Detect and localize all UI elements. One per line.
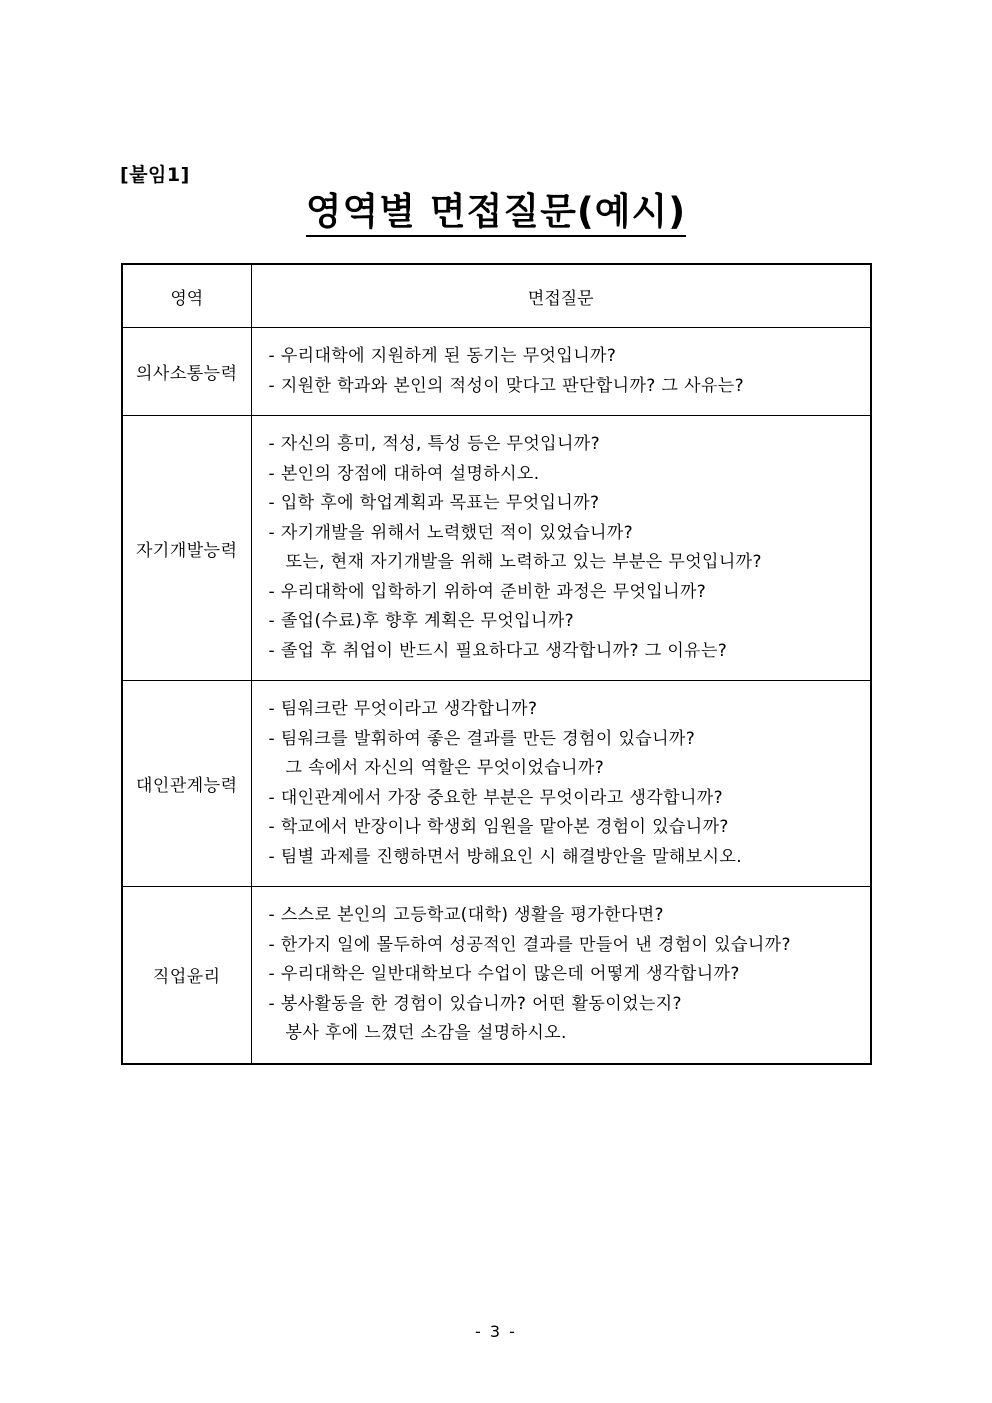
- area-cell: 자기개발능력: [122, 416, 251, 681]
- question-list: [269, 430, 871, 666]
- question-line: - 졸업(수료)후 향후 계획은 무엇입니까?: [268, 611, 575, 631]
- question-line: - 우리대학은 일반대학보다 수업이 많은데 어떻게 생각합니까?: [268, 964, 740, 984]
- question-line: - 지원한 학과와 본인의 적성이 맞다고 판단합니까? 그 사유는?: [268, 375, 745, 396]
- table-row: [122, 416, 871, 681]
- questions-cell: [251, 328, 871, 416]
- document-title-text: 영역별 면접질문(예시): [306, 190, 686, 237]
- area-cell: 대인관계능력: [122, 681, 251, 887]
- page-number: - 3 -: [475, 1322, 517, 1341]
- attachment-label: [붙임1]: [120, 164, 190, 186]
- question-line: - 졸업 후 취업이 반드시 필요하다고 생각합니까? 그 이유는?: [268, 640, 728, 661]
- table-header-row: [122, 264, 871, 328]
- question-line: - 봉사활동을 한 경험이 있습니까? 어떤 활동이었는지?: [268, 993, 682, 1014]
- questions-cell: [251, 887, 871, 1064]
- question-line-continued: 또는, 현재 자기개발을 위해 노력하고 있는 부분은 무엇입니까?: [285, 552, 762, 572]
- question-line: - 한가지 일에 몰두하여 성공적인 결과를 만들어 낸 경험이 있습니까?: [268, 934, 791, 955]
- area-cell: 의사소통능력: [122, 328, 251, 416]
- header-questions: 면접질문: [251, 264, 871, 328]
- question-line-continued: 봉사 후에 느꼈던 소감을 설명하시오.: [285, 1023, 567, 1043]
- question-line: - 스스로 본인의 고등학교(대학) 생활을 평가한다면?: [268, 905, 664, 925]
- interview-questions-table: [121, 263, 872, 1065]
- question-list: [269, 342, 871, 401]
- document-title: [0, 188, 992, 236]
- question-line: - 우리대학에 지원하게 된 동기는 무엇입니까?: [268, 346, 617, 366]
- question-line: - 자신의 흥미, 적성, 특성 등은 무엇입니까?: [268, 434, 601, 454]
- table-row: [122, 328, 871, 416]
- question-line: - 팀워크를 발휘하여 좋은 결과를 만든 경험이 있습니까?: [268, 728, 696, 749]
- question-line: - 자기개발을 위해서 노력했던 적이 있었습니까?: [268, 522, 634, 543]
- question-line: - 학교에서 반장이나 학생회 임원을 맡아본 경험이 있습니까?: [268, 817, 729, 837]
- questions-cell: [251, 681, 871, 887]
- table-row: [122, 681, 871, 887]
- question-line: - 대인관계에서 가장 중요한 부분은 무엇이라고 생각합니까?: [268, 787, 724, 808]
- area-cell: 직업윤리: [122, 887, 251, 1064]
- question-line: - 팀별 과제를 진행하면서 방해요인 시 해결방안을 말해보시오.: [268, 846, 743, 867]
- question-line: - 본인의 장점에 대하여 설명하시오.: [268, 463, 540, 484]
- header-area: 영역: [122, 264, 251, 328]
- questions-cell: [251, 416, 871, 681]
- question-list: [269, 695, 871, 872]
- question-line: - 입학 후에 학업계획과 목표는 무엇입니까?: [268, 493, 600, 513]
- question-list: [269, 901, 871, 1049]
- question-line: - 우리대학에 입학하기 위하여 준비한 과정은 무엇입니까?: [268, 581, 707, 602]
- table-row: [122, 887, 871, 1064]
- question-line: - 팀워크란 무엇이라고 생각합니까?: [268, 699, 538, 719]
- question-line-continued: 그 속에서 자신의 역할은 무엇이었습니까?: [285, 758, 605, 778]
